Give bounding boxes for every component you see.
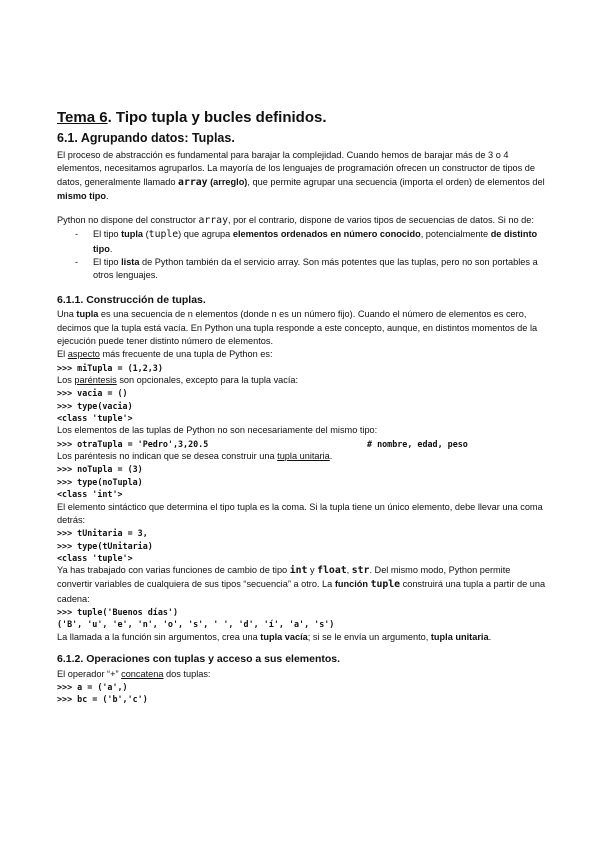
code-block: >>> a = ('a',) >>> bc = ('b','c') xyxy=(57,682,148,705)
paragraph-concat: El operador “+” concatena dos tuplas: xyxy=(57,668,211,679)
sequence-types-list xyxy=(57,228,547,282)
section-heading-6-1-2: 6.1.2. Operaciones con tuplas y acceso a sus elementos. xyxy=(57,653,341,666)
code-block: >>> noTupla = (3) >>> type(noTupla) <class 'int'> xyxy=(57,464,143,500)
document-content xyxy=(57,108,547,706)
list-item: - El tipo lista de Python también da el servicio array. Son más potentes que las tuplas, pero no son portables a otros lenguajes. xyxy=(93,256,547,283)
code-block: >>> vacia = () >>> type(vacia) <class 'tuple'> xyxy=(57,388,133,424)
paragraph-comma: El elemento sintáctico que determina el tipo tupla es la coma. Si la tupla tiene un único elemento, debe llevar una coma detrás: xyxy=(57,501,543,525)
code-block: >>> miTupla = (1,2,3) xyxy=(57,362,163,373)
page-title: Tema 6. Tipo tupla y bucles definidos. xyxy=(57,109,327,126)
paragraph-python-sequences: Python no dispone del constructor array, por el contrario, dispone de varios tipos de secuencias de datos. Si no de: xyxy=(57,215,534,227)
paragraph-unitary: Los paréntesis no indican que se desea construir una tupla unitaria. xyxy=(57,451,333,462)
paragraph-tuple-definition: Una tupla es una secuencia de n elementos (donde n es un número fijo). Cuando el número de elementos es cero, decimos que la tupla está vacía. En Python una tupla responde a este concepto, aunque, en distintos momentos de la ejecución puede tener distinto número de elementos. xyxy=(57,309,538,347)
paragraph-mixed-types: Los elementos de las tuplas de Python no son necesariamente del mismo tipo: xyxy=(57,425,378,436)
title-prefix: Tema 6 xyxy=(57,109,108,126)
paragraph-type-conversion: Ya has trabajado con varias funciones de cambio de tipo int y float, str. Del mismo modo, Python permite convertir variables de cualquiera de sus tipos “secuencia” a otro. La función tuple construirá una tupla a partir de una cadena: xyxy=(57,565,546,604)
code-comment: # nombre, edad, peso xyxy=(367,438,468,449)
paragraph-abstraction: El proceso de abstracción es fundamental para barajar la complejidad. Cuando hemos de barajar más de 3 o 4 elementos, necesitamos agruparlos. La mayoría de los lenguajes de programación ofrecen un constructor de tipos de datos, generalmente llamado array (arreglo), que permite agrupar una secuencia (importa el orden) de elementos del mismo tipo. xyxy=(57,150,545,201)
paragraph-parentheses: Los paréntesis son opcionales, excepto para la tupla vacía: xyxy=(57,375,299,386)
section-heading-6-1-1: 6.1.1. Construcción de tuplas. xyxy=(57,293,206,306)
paragraph-aspect: El aspecto más frecuente de una tupla de Python es: xyxy=(57,349,273,360)
paragraph-no-args: La llamada a la función sin argumentos, crea una tupla vacía; si se le envía un argumento, tupla unitaria. xyxy=(57,631,492,642)
code-block: >>> tuple('Buenos días') ('B', 'u', 'e', 'n', 'o', 's', ' ', 'd', 'í', 'a', 's') xyxy=(57,606,335,630)
section-heading-6-1: 6.1. Agrupando datos: Tuplas. xyxy=(57,130,235,145)
list-item: - El tipo tupla (tuple) que agrupa elementos ordenados en número conocido, potencialmente de distinto tipo. xyxy=(93,228,547,256)
code-block: >>> otraTupla = 'Pedro',3,20.5 # nombre, edad, peso xyxy=(57,438,468,449)
code-block: >>> tUnitaria = 3, >>> type(tUnitaria) <class 'tuple'> xyxy=(57,528,153,563)
